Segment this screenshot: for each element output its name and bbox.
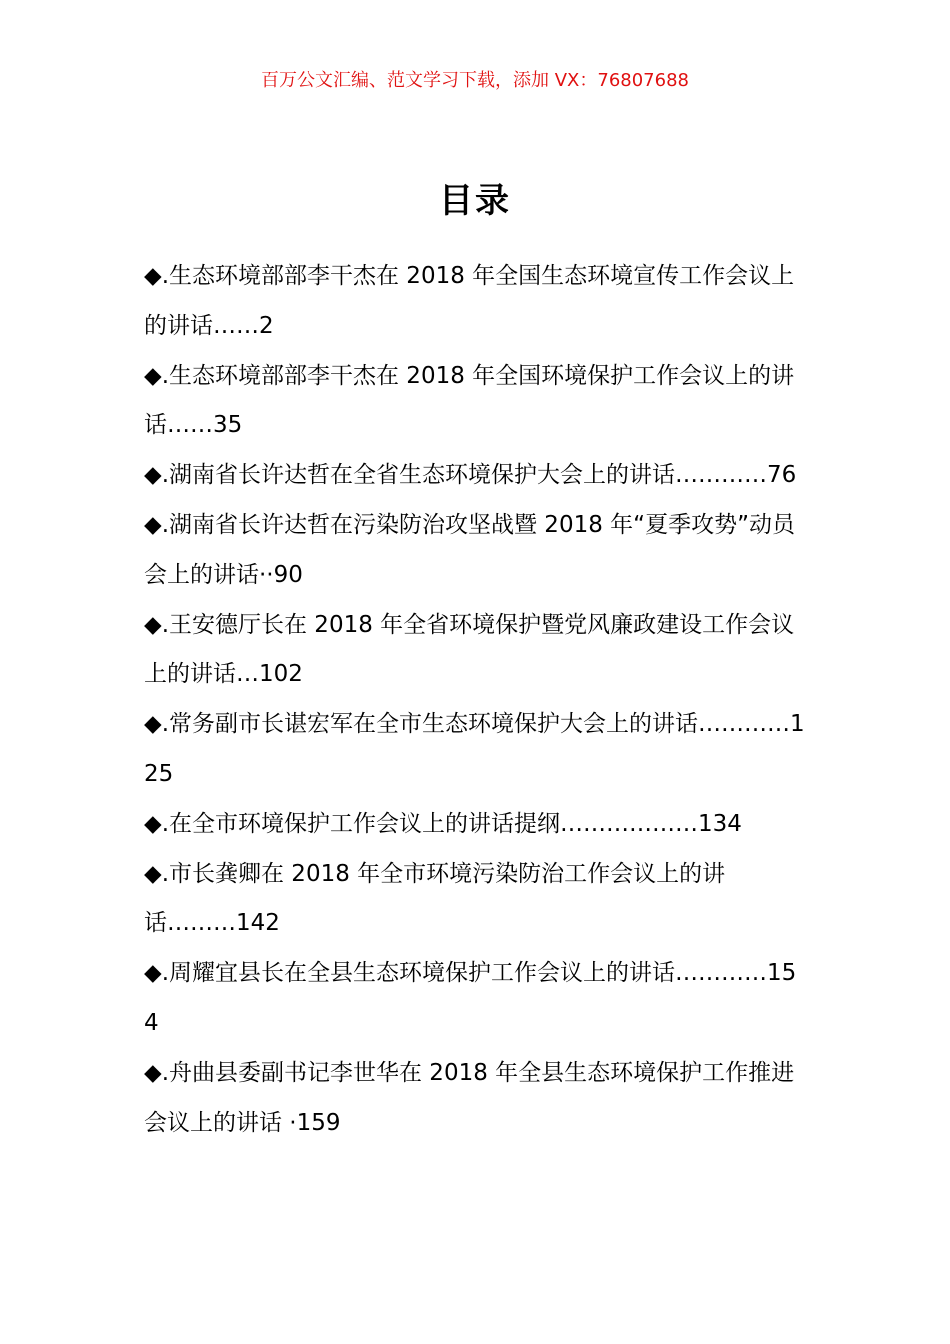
toc-entry-9[interactable]: ◆.周耀宜县长在全县生态环境保护工作会议上的讲话…………154 [144,960,797,1036]
toc-entry-2[interactable]: ◆.生态环境部部李干杰在 2018 年全国环境保护工作会议上的讲话……35 [144,362,795,439]
toc-entry-5[interactable]: ◆.王安德厅长在 2018 年全省环境保护暨党风廉政建设工作会议上的讲话…102 [144,611,795,688]
toc-entry-10[interactable]: ◆.舟曲县委副书记李世华在 2018 年全县生态环境保护工作推进会议上的讲话 ·159 [144,1059,795,1136]
table-of-contents [144,252,810,1148]
toc-entry-4[interactable]: ◆.湖南省长许达哲在污染防治攻坚战暨 2018 年“夏季攻势”动员会上的讲话··90 [144,511,795,588]
header-note: 百万公文汇编、范文学习下载，添加 VX：76807688 [261,70,689,91]
page-title: 目录 [439,181,511,221]
toc-entry-8[interactable]: ◆.市长龚卿在 2018 年全市环境污染防治工作会议上的讲话………142 [144,860,726,937]
toc-entry-6[interactable]: ◆.常务副市长谌宏军在全市生态环境保护大会上的讲话…………125 [144,711,805,787]
toc-entry-7[interactable]: ◆.在全市环境保护工作会议上的讲话提纲………………134 [144,810,742,837]
toc-entry-3[interactable]: ◆.湖南省长许达哲在全省生态环境保护大会上的讲话…………76 [144,462,797,489]
toc-entry-1[interactable]: ◆.生态环境部部李干杰在 2018 年全国生态环境宣传工作会议上的讲话……2 [144,263,795,339]
